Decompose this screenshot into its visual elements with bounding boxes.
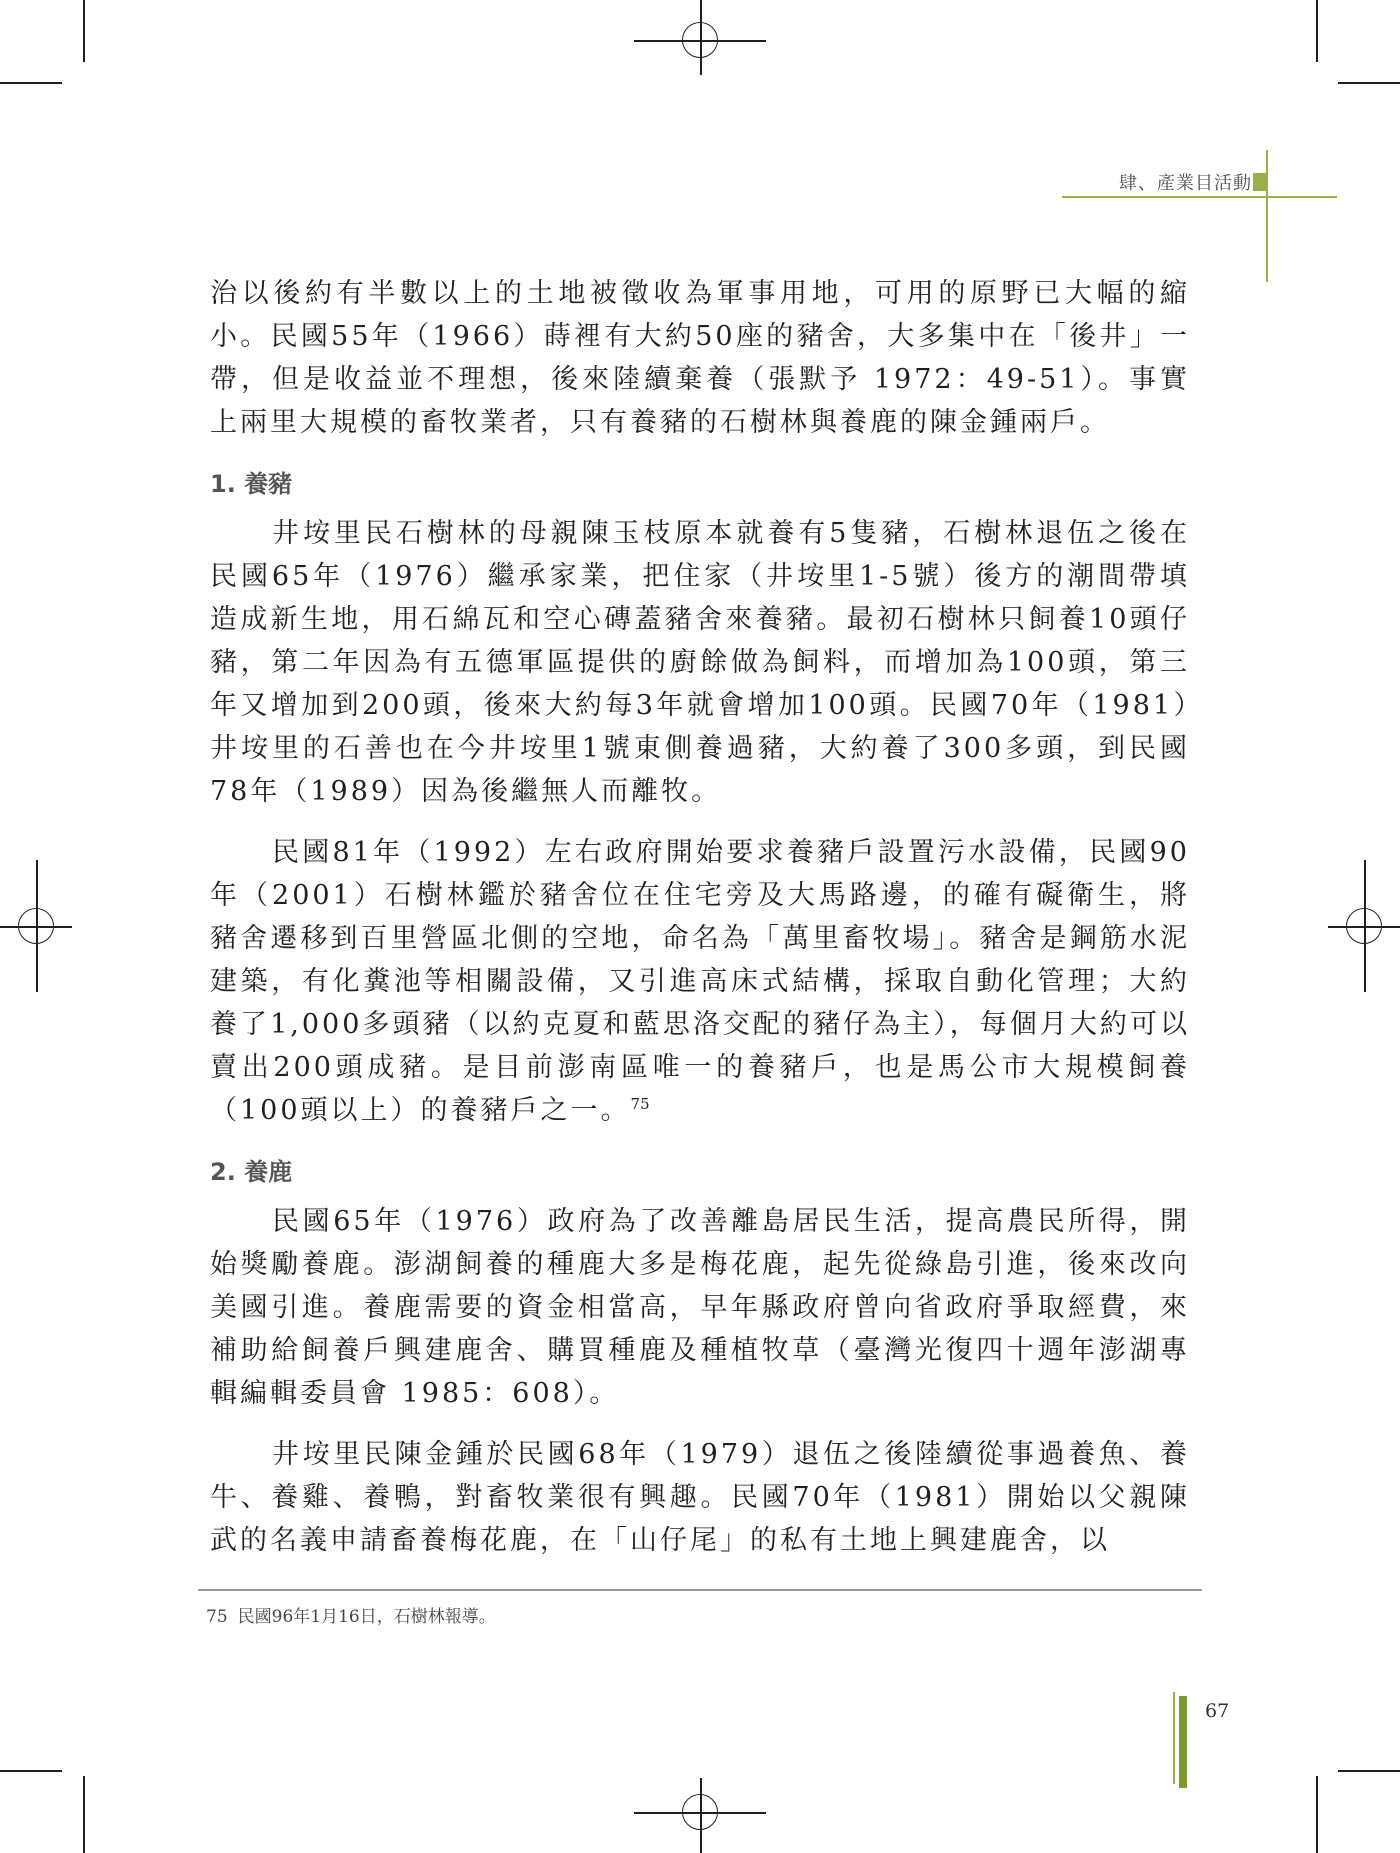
footnote-text: 民國96年1月16日，石樹林報導。 <box>237 1607 496 1627</box>
header-accent-vertical-line <box>1266 150 1268 282</box>
page-number-accent-thin <box>1173 1692 1175 1784</box>
running-header: 肆、產業目活動 <box>1119 173 1252 194</box>
section-title-pig-farming: 1. 養豬 <box>210 470 293 498</box>
footnote-number: 75 <box>206 1607 228 1627</box>
section-title-deer-farming: 2. 養鹿 <box>210 1158 293 1186</box>
footnote <box>206 1602 496 1627</box>
page-number: 67 <box>1205 1700 1230 1722</box>
header-accent-line <box>1062 196 1337 198</box>
intro-paragraph: 治以後約有半數以上的土地被徵收為軍事用地，可用的原野已大幅的縮小。民國55年（1966）蒔裡有大約50座的豬舍，大多集中在「後井」一帶，但是收益並不理想，後來陸續棄養（張默予 1972：49-51）。事實上兩里大規模的畜牧業者，只有養豬的石樹林與養鹿的陳金鍾兩戶。 <box>210 278 1190 438</box>
pig-farming-paragraph-2-text: 民國81年（1992）左右政府開始要求養豬戶設置污水設備，民國90年（2001）石樹林鑑於豬舍位在住宅旁及大馬路邊，的確有礙衛生，將豬舍遷移到百里營區北側的空地，命名為「萬里畜牧場」。豬舍是鋼筋水泥建築，有化糞池等相關設備，又引進高床式結構，採取自動化管理；大約養了1,000多頭豬（以約克夏和藍思洛交配的豬仔為主），每個月大約可以賣出200頭成豬。是目前澎南區唯一的養豬戶，也是馬公市大規模飼養（100頭以上）的養豬戶之一。 <box>210 837 1190 1126</box>
page-number-accent-thick <box>1179 1696 1187 1788</box>
deer-farming-paragraph-2: 井垵里民陳金鍾於民國68年（1979）退伍之後陸續從事過養魚、養牛、養雞、養鴨，對畜牧業很有興趣。民國70年（1981）開始以父親陳武的名義申請畜養梅花鹿，在「山仔尾」的私有土地上興建鹿舍，以 <box>210 1439 1190 1556</box>
pig-farming-paragraph-2 <box>210 831 1190 1132</box>
deer-farming-paragraph-1: 民國65年（1976）政府為了改善離島居民生活，提高農民所得，開始獎勵養鹿。澎湖飼養的種鹿大多是梅花鹿，起先從綠島引進，後來改向美國引進。養鹿需要的資金相當高，早年縣政府曾向省政府爭取經費，來補助給飼養戶興建鹿舍、購買種鹿及種植牧草（臺灣光復四十週年澎湖專輯編輯委員會 1985：608）。 <box>210 1206 1190 1409</box>
footnote-reference[interactable]: 75 <box>630 1095 650 1113</box>
footnote-divider <box>198 1589 1202 1591</box>
pig-farming-paragraph-1: 井垵里民石樹林的母親陳玉枝原本就養有5隻豬，石樹林退伍之後在民國65年（1976）繼承家業，把住家（井垵里1-5號）後方的潮間帶填造成新生地，用石綿瓦和空心磚蓋豬舍來養豬。最初石樹林只飼養10頭仔豬，第二年因為有五德軍區提供的廚餘做為飼料，而增加為100頭，第三年又增加到200頭，後來大約每3年就會增加100頭。民國70年（1981）井垵里的石善也在今井垵里1號東側養過豬，大約養了300多頭，到民國78年（1989）因為後繼無人而離牧。 <box>210 518 1190 807</box>
page-body <box>210 272 1190 1562</box>
header-accent-square <box>1253 173 1267 191</box>
